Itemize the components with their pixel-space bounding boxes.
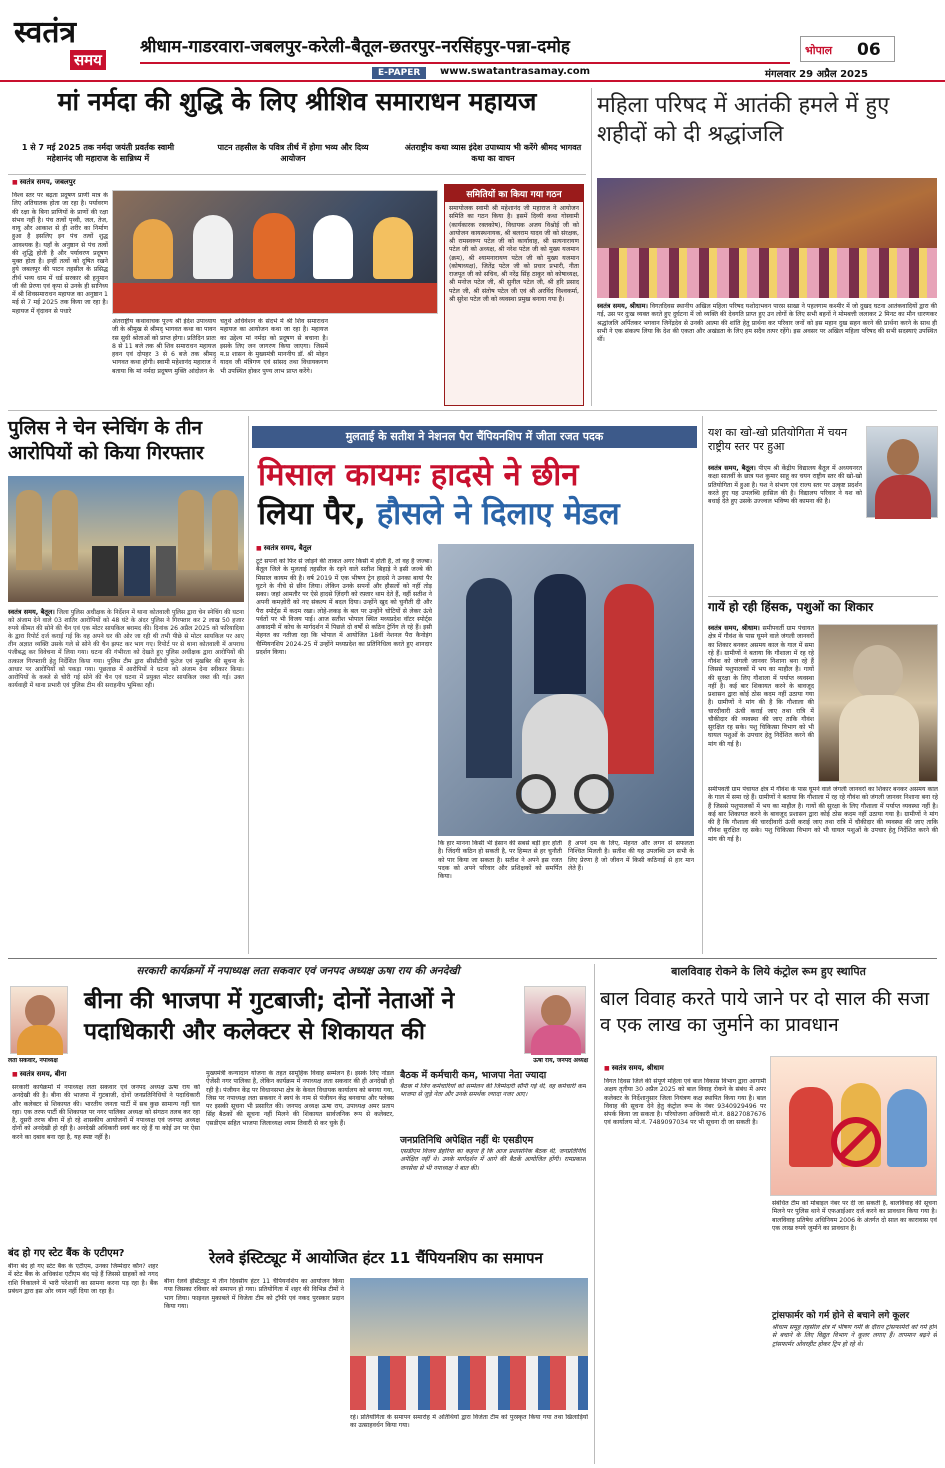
logo (14, 15, 124, 80)
bina-byline: ■ स्वतंत्र समय, बीना (12, 1070, 66, 1079)
cow-story (708, 600, 938, 954)
logo-bottom: समय (70, 50, 106, 70)
narmada-sub2: पाटन तहसील के पवित्र तीर्थ में होगा भव्य और दिव्य आयोजन (217, 143, 369, 164)
lata-caption: लता सकवार, नपाध्यक्ष (8, 1057, 58, 1064)
yash-text: पीएम श्री केंद्रीय विद्यालय बैतूल में अध्ययनरत कक्षा सातवीं के छात्र यश कुमार साहू का चयन राष्ट्रीय स्तर की खो-खो प्रतियोगिता में हुआ है। यश ने संभाग एवं राज्य स्तर पर उत्कृष्ट प्रदर्शन करते हुए यह उपलब्धि हासिल की है। विद्यालय परिवार ने यश को बधाई देते हुए उसके उज्ज्वल भविष्य की कामना की है। (708, 465, 862, 505)
narmada-col3: चतुर्थ अधिवेशन के संदर्भ में श्री शिव समाराधन महायज का आयोजन कथा जा रहा है। महायज का उद्देश्य मां नर्मदा को प्रदूषण से बचाना है। इसके लिए जन जागरण किया जाएगा। जिसमें म.प्र शासन के मुख्यमंत्री माननीय डॉ. श्री मोहन यादव जी मंत्रिगण एवं सांसद तथा विधायकगण भी उपस्थित होकर पुण्य लाभ प्राप्त करेंगे। (220, 318, 328, 375)
mahila-story (597, 92, 937, 408)
issue-date: मंगलवार 29 अप्रैल 2025 (765, 69, 868, 80)
satish-headline (258, 456, 693, 534)
police-text: जिला पुलिस अधीक्षक के निर्देशन में थाना कोतवाली पुलिस द्वारा चेन स्नेचिंग की घटना को अंजाम देने वाले 03 शातिर आरोपियों को 48 घंटे के अंदर पुलिस ने गिरफ्तार कर 2 लाख 50 हजार रुपये कीमत की सोने की चैन एवं एक मोटर सायकिल बरामद की। दिनांक 26 अप्रैल 2025 को फरियादिया के द्वारा रिपोर्ट दर्ज कराई गई कि वह अपने घर की ओर जा रही थी तभी पीछे से मोटर सायकिल पर आए तीन अज्ञात व्यक्ति उसके गले से सोने की चैन झपट कर भाग गए। रिपोर्ट पर से थाना कोतवाली में अपराध पंजीबद्ध कर विवेचना में लिया गया। घटना की गंभीरता को देखते हुए पुलिस अधीक्षक द्वारा आरोपियों की तत्काल गिरफ्तारी हेतु निर्देशित किया गया। पुलिस टीम द्वारा सीसीटीवी फुटेज एवं मुखबिर की सूचना के आधार पर आरोपियों को पकड़ा गया। पूछताछ में आरोपियों ने घटना को अंजाम देना स्वीकार किया। आरोपियों के कब्जे से चोरी गई सोने की चैन एवं घटना में प्रयुक्त मोटर सायकिल जब्त की गई। उक्त कार्यवाही में थाना प्रभारी एवं पुलिस टीम की सराहनीय भूमिका रही। (8, 609, 244, 689)
meeting-box-text: बैठक में जिन कर्मचारियों को सम्मेलन की जिम्मेदारी सौंपी गई थी, वह कर्मचारी कम भाजपा से जुड़े नेता और उनके समर्थक ज्यादा नजर आए। (400, 1083, 586, 1099)
mahila-text: विगतदिवस स्थानीय अखिल महिला परिषद यशोदाभवन पारस साखा ने पहलगाम कश्मीर में जो दुखद घटना आतंकवादियों द्वारा की गई, उस पर दुःख व्यक्त करते हुए दुर्घटना में जो व्यक्ति की देवगति प्राप्त हुए उन लोगों के लिए सभी बहनों ने मोमबत्ती जलाकर 2 मिनट का मौन धारणकर श्रद्धांजलि अर्पितकर भगवान जिनेंद्रदेव से उनकी आत्मा की शांति हेतु प्रार्थना कर परिवार जनों को इस महान दुख सहन करने की प्रार्थना करने के साथ ही सभी ने एक संकल्प लिया कि देश की एकता और अखंडता के लिए हम सदैव तत्पर रहेंगे। इस अवसर पर अखिल महिला परिषद की सभी सदस्याएं उपस्थित थीं। (597, 303, 937, 343)
edition-label: भोपाल (805, 44, 833, 57)
sdm-text: एसडीएम विजय डेहरिया का कहना है कि आज प्रशासनिक बैठक थी, जनप्रतिनिधि अपेक्षित नहीं थे। उनके मार्गदर्शन में आगे की बैठकें आयोजित होंगी। रामप्रकाश जनसेवा से भी नपाध्यक्ष ने बात की। (400, 1148, 586, 1172)
cow-text-cont: समीपवर्ती ग्राम पंचायत क्षेत्र में गौवंश के पास घूमने वाले जंगली जानवरों का शिकार बनकर असमय काल के गाल में समा रहे हैं। ग्रामीणों ने बताया कि गौशाला में रह रहे गौवंश को जंगली जानवर निशाना बना रहे हैं जिससे पशुपालकों में भय का माहौल है। गायों की सुरक्षा के लिए गौशाला में पर्याप्त व्यवस्था नहीं है। कई बार शिकायत करने के बावजूद प्रशासन द्वारा कोई ठोस कदम नहीं उठाया गया है। ग्रामीणों ने मांग की है कि गौशाला की चारदीवारी ऊंची कराई जाए तथा रात्रि में चौकीदार की व्यवस्था की जाए ताकि गौवंश सुरक्षित रह सके। पशु चिकित्सा विभाग को भी घायल पशुओं के उपचार हेतु निर्देशित करने की मांग की गई है। (708, 786, 938, 843)
satish-headline-black: लिया पैर, (258, 495, 366, 532)
meeting-box (400, 1068, 586, 1246)
satish-text: टूटे सपनों को फिर से जोड़ने की ताकत अगर किसी में होती है, तो वह है जज्बा। बैतूल जिले के मुलताई तहसील के रहने वाले सतीश बिहाड़े ने इसी जज्बे की मिसाल कायम की है। वर्ष 2019 में एक भीषण ट्रेन हादसे ने उनका बायां पैर घुटने के नीचे से छीन लिया। लेकिन उनके सपनों और हौसलों को नहीं तोड़ सका। जहां आमतौर पर ऐसे हादसे ज़िंदगी को रफ़्तार थाम देते हैं, वहीं सतीश ने अपनी कमज़ोरी को नए संकल्प में बदल दिया। उन्होंने खुद को चुनौती दी और पैरा स्पोर्ट्स में कदम रखा। लोहे-लकड़ के बल पर उन्होंने चोटियों से लेकर ऊंचे पर्वतों पर भी विजय पाई। आज सतीश भोपाल स्थित मध्यप्रदेश वॉटर स्पोर्ट्स अकादमी में कोच के मार्गदर्शन में पिछले दो वर्षों से कठिन ट्रेनिंग ले रहे हैं। इसी मेहनत का नतीजा रहा कि भोपाल में आयोजित 18वीं नेशनल पैरा कैनोइंग चैम्पियनशिप 2024-25 में उन्होंने मध्यप्रदेश का प्रतिनिधित्व करते हुए शानदार प्रदर्शन किया। (256, 558, 432, 656)
mahila-photo (597, 178, 937, 298)
usha-caption: ऊषा राय, जनपद अध्यक्ष (533, 1057, 588, 1064)
satish-headline-red: मिसाल कायमः हादसे ने छीन (258, 457, 579, 493)
page-number: 06 (857, 40, 881, 60)
satish-caption: कि हार मानना किसी भी इंसान की सबसे बड़ी हार होती है। जिंदगी कठिन हो सकती है, पर हिम्मत से हर चुनौती को पार किया जा सकता है। सतीश ने अपने इस रजत पदक को अपने परिवार और प्रशिक्षकों को समर्पित किया। (438, 840, 562, 880)
satish-banner: मुलताई के सतीश ने नेशनल पैरा चैंपियनशिप में जीता रजत पदक (252, 426, 697, 448)
police-photo (8, 476, 244, 602)
lata-photo (10, 986, 68, 1054)
yash-headline: यश का खो-खो प्रतियोगिता में चयन राष्ट्रीय स्तर पर हुआ (708, 426, 848, 454)
cm-text2: संबंधित टीम को मोबाइल नंबर पर दी जा सकती है, बालविवाह की सूचना मिलने पर पुलिस थाने में एफआईआर दर्ज करने का प्रावधान किया गया है। बालविवाह प्रतिषेध अधिनियम 2006 के अंतर्गत दो साल का कारावास एवं एक लाख रुपये जुर्माने का प्रावधान है। (772, 1200, 937, 1232)
bina-text2: मुख्यमंत्री कन्यादान योजना के तहत सामूहिक विवाह सम्मेलन है। इसके लिए नोडल ऐजेंसी नगर पालिका है, लेकिन कार्यक्रम में नपाध्यक्ष लता सकवार की ही अनदेखी हो रही है। पंजीयन केंद्र पर विधानसभा क्षेत्र के केवल विधायक कार्यालय को बनाया गया, जिस पर नपाध्यक्ष लता सकवार ने स्वयं के नाम से पंजीयन केंद्र बनवाया और फ्लेक्स पर इसकी सूचना भी प्रसारित की। जनपद अध्यक्ष ऊषा राय, उपाध्यक्ष अमर प्रताप सिंह बैठकों की सूचना नहीं मिलने की शिकायत सार्वजनिक रूप से कलेक्टर, एसडीएम सहित भाजपा जिलाध्यक्ष श्याम तिवारी से कर चुके हैं। (206, 1070, 394, 1127)
yash-photo (866, 426, 938, 518)
satish-story (252, 426, 697, 954)
atm-headline: बंद हो गए स्टेट बैंक के एटीएम? (8, 1248, 125, 1259)
cow-byline: स्वतंत्र समय, श्रीधाम। (708, 624, 760, 632)
mahila-headline: महिला परिषद में आतंकी हमले में हुए शहीदों को दी श्रद्धांजलि (597, 93, 890, 147)
sdm-subhead: जनप्रतिनिधि अपेक्षित नहीं थेः एसडीएम (400, 1135, 534, 1146)
satish-byline: ■ स्वतंत्र समय, बैतूल (256, 544, 311, 553)
committee-box (444, 184, 584, 406)
hunter-photo (350, 1278, 588, 1410)
hunter-headline: रेलवे इंस्टिट्यूट में आयोजित हंटर 11 चैंपियनशिप का समापन (209, 1249, 543, 1267)
atm-text: बीना बंद हो गए स्टेट बैंक के एटीएम, उनका जिम्मेदार कौन? शहर में स्टेट बैंक के अधिकांश एटीएम बंद पड़े हैं जिससे ग्राहकों को नगद राशि निकालने में भारी परेशानी का सामना करना पड़ रहा है। बैंक प्रबंधन द्वारा इस ओर ध्यान नहीं दिया जा रहा है। (8, 1263, 158, 1295)
committee-box-title: समितियों का किया गया गठन (445, 185, 583, 202)
cm-text: विगत दिवस जिले की संपूर्ण महिला एवं बाल विकास विभाग द्वारा आगामी अक्षय तृतीया 30 अप्रैल 2025 को बाल विवाह रोकने के संबंध में अपर कलेक्टर के निर्देशानुसार जिला नियंत्रण कक्ष स्थापित किया गया है। बाल विवाह की सूचना देने हेतु कंट्रोल रूम के नंबर 9340929496 पर संपर्क किया जा सकता है। परियोजना अधिकारी मो.नं. 8827087676 एवं कार्यालय मो.नं. 7489097034 पर भी सूचना दी जा सकती है। (604, 1078, 766, 1127)
committee-box-text: समायोजक स्वामी श्री महेशानंद जी महाराज ने आयोजन समिति का गठन किया है। इसमें दिव्यी कथा गोस्वामी (कार्यकारक रक्तकोष), विधायक अजय विश्नोई जी को आयोजन कायस्थनायक, श्री बलराम यादव जी को संरक्षक, श्री रामस्वरूप पटेल जी को कार्यावाह, श्री सत्यनारायण पटेल जी को अध्यक्ष, श्री नरेश पटेल जी को मुख्य यजमान (क्रम), श्री श्यामनारायण पटेल जी को मुख्य यजमान (कोषाध्यक्ष), जितेंद्र पटेल जी को प्रचार प्रभारी, नीता राजपूत जी को सचिव, श्री नरेंद्र सिंह ठाकुर को कोषाध्यक्ष, श्री मनोज पटेल जी, श्री सुनील पटेल जी, श्री हरि प्रसाद पटेल जी, श्री संतोष पटेल जी एवं श्री अरविंद विश्वकर्मा, श्री सुरेश पटेल जी को व्यवस्था प्रमुख बनाया गया है। (449, 205, 579, 303)
cm-byline: ■ स्वतंत्र समय, श्रीधाम (604, 1064, 664, 1073)
hunter-story (164, 1250, 588, 1462)
satish-headline-blue: हौसले ने दिलाए मेडल (376, 495, 620, 532)
narmada-sub1: 1 से 7 मई 2025 तक नर्मदा जयंती प्रवर्तक स्वामी महेशानंद जी महाराज के सान्निध्य में (21, 143, 175, 164)
epaper-badge: E-PAPER (372, 67, 426, 79)
cities-line: श्रीधाम-गाडरवारा-जबलपुर-करेली-बैतूल-छतरपुर-नरसिंहपुर-पन्ना-दमोह (140, 37, 570, 57)
logo-top: स्वतंत्र (14, 15, 77, 50)
narmada-headline: मां नर्मदा की शुद्धि के लिए श्रीशिव समाराधन महायज (57, 87, 537, 116)
satish-caption2: है अपने दम के लिए, मेहनत और लगन से सफलता निश्चित मिलती है। सतीश की यह उपलब्धि उन सभी के लिए प्रेरणा है जो जीवन में किसी कठिनाई से हार मान लेते हैं। (568, 840, 694, 872)
bina-headline: बीना की भाजपा में गुटबाजी; दोनों नेताओं ने पदाधिकारी और कलेक्टर से शिकायत की (84, 988, 455, 1046)
website-link[interactable]: www.swatantrasamay.com (440, 66, 591, 77)
police-byline: स्वतंत्र समय, बैतूल। (8, 608, 55, 616)
cm-headline: बाल विवाह करते पाये जाने पर दो साल की सजा व एक लाख का जुर्माने का प्रावधान (600, 988, 930, 1036)
cow-headline: गायें हो रही हिंसक, पशुओं का शिकार (708, 600, 874, 614)
edition-box (800, 36, 895, 62)
narmada-col2: अंतराष्ट्रीय कथावाचक पूज्य श्री इंदेश उपाध्याय जी के श्रीमुख से श्रीमद् भागवत कथा का पावन रस सुधी श्रोताओं को प्राप्त होगा। प्रतिदिन प्रातः 8 से 11 बजे तक श्री शिव समाराधन महायज हवन एवं दोपहर 3 से 6 बजे तक श्रीमद् भागवत कथा होगी। स्वामी महेशानंद महाराज ने बताया कि मां नर्मदा प्रदूषण मुक्ति आंदोलन के (112, 318, 216, 375)
cm-photo (770, 1056, 937, 1196)
yash-byline: स्वतंत्र समय, बैतूल। (708, 464, 756, 472)
usha-photo (524, 986, 586, 1054)
cow-text: समीपवर्ती ग्राम पंचायत क्षेत्र में गौवंश के पास घूमने वाले जंगली जानवरों का शिकार बनकर असमय काल के गाल में समा रहे हैं। ग्रामीणों ने बताया कि गौशाला में रह रहे गौवंश को जंगली जानवर निशाना बना रहे हैं जिससे पशुपालकों में भय का माहौल है। गायों की सुरक्षा के लिए गौशाला में पर्याप्त व्यवस्था नहीं है। कई बार शिकायत करने के बावजूद प्रशासन द्वारा कोई ठोस कदम नहीं उठाया गया है। ग्रामीणों ने मांग की है कि गौशाला की चारदीवारी ऊंची कराई जाए तथा रात्रि में चौकीदार की व्यवस्था की जाए ताकि गौवंश सुरक्षित रह सके। पशु चिकित्सा विभाग को भी घायल पशुओं के उपचार हेतु निर्देशित करने की मांग की गई है। (708, 625, 814, 748)
narmada-col1: विश्व स्तर पर बढ़ता प्रदूषण प्राणी मात्र के लिए अतिघातक होता जा रहा है। पर्यावरण की रक्षा के बिना प्राणियों के प्राणों की रक्षा संभव नहीं है। पंच तत्वों पृथ्वी, जल, तेज, वायु और आकाश से ही शरीर का निर्माण हुआ है इसलिए इन पंच तत्वों शुद्ध आवश्यक है। यहाँ के अनुष्ठान से पंच तत्वों की शुद्धि होती है और पर्यावरण प्रदूषण मुक्त होता है। इन्हीं तत्वों को दूषित रखने हुये जबलपुर की पाटन तहसील के प्रसिद्ध तीर्थ भव्य धाम में धर्ड सरकार श्री हनुमान जी की प्रेरणा एवं कृपा से उनके ही सानिध्य में श्री शिवसमाराधन महायज का अनुष्ठान 1 मई से 7 मई 2025 तक किया जा रहा है। महायज में वृंदावन से पधारे (12, 192, 108, 315)
narmada-sub3: अंतराष्ट्रीय कथा व्यास इंदेश उपाध्याय भी करेंगे श्रीमद भागवत कथा का वाचन (404, 143, 582, 164)
cm-kicker: बालविवाह रोकने के लिये कंट्रोल रूम हुए स्थापित (671, 965, 866, 978)
narmada-story (8, 88, 586, 408)
meeting-box-title: बैठक में कर्मचारी कम, भाजपा नेता ज्यादा (400, 1070, 547, 1081)
police-headline: पुलिस ने चेन स्नेचिंग के तीन आरोपियों को किया गिरफ्तार (8, 417, 204, 464)
transformer-headline: ट्रांसफार्मर को गर्म होने से बचाने लगे कूलर (772, 1311, 910, 1321)
narmada-byline: ■ स्वतंत्र समय, जबलपुर (12, 178, 76, 187)
yash-story (708, 426, 938, 594)
hunter-caption: रहे। प्रतियोगिता के समापन समारोह में अतिथियों द्वारा विजेता टीम को पुरस्कृत किया गया तथा खिलाड़ियों का उत्साहवर्धन किया गया। (350, 1414, 588, 1430)
atm-story (8, 1248, 158, 1462)
bina-kicker: सरकारी कार्यक्रमों में नपाध्यक्ष लता सकवार एवं जनपद अध्यक्ष ऊषा राय की अनदेखी (136, 965, 460, 977)
child-marriage-story (600, 964, 937, 1464)
police-story (8, 416, 244, 954)
masthead (0, 0, 945, 82)
mahila-byline: स्वतंत्र समय, श्रीधाम। (597, 302, 648, 310)
transformer-box (772, 1308, 937, 1462)
satish-photo (438, 544, 694, 836)
cow-photo (818, 624, 938, 782)
transformer-text: श्रीधाम समूह तहसील क्षेत्र में भीषण गर्मी के दौरान ट्रांसफार्मरों को गर्म होने से बचाने के लिए विद्युत विभाग ने कूलर लगाए हैं। तापमान बढ़ने से ट्रांसफार्मर ओवरहीट होकर ट्रिप हो रहे थे। (772, 1324, 937, 1348)
narmada-photo (112, 190, 438, 314)
hunter-text: बीना रेलवे इंस्टिट्यूट में तीन दिवसीय हंटर 11 चैंपियनशिप का आयोजन किया गया जिसका रविवार को समापन हो गया। प्रतियोगिता में शहर की विभिन्न टीमों ने भाग लिया। फाइनल मुकाबले में विजेता टीम को ट्रॉफी एवं नकद पुरस्कार प्रदान किया गया। (164, 1278, 344, 1310)
bina-text: सरकारी कार्यक्रमों में नपाध्यक्ष लता सकवार एवं जनपद अध्यक्ष ऊषा राय को अनदेखी की है। बीना की भाजपा में गुटबाजी, दोनों जनप्रतिनिधियों ने पदाधिकारी और कलेक्टर से शिकायत की। भारतीय जनता पार्टी में सब कुछ सामान्य नहीं चल रहा। एक तरफ पार्टी की शिकायत पर नगर पालिका अध्यक्ष को संगठन तलब कर रहा है, दूसरी तरफ बीना में हो रहे शासकीय आयोजनों में नपाध्यक्ष एवं जनपद अध्यक्ष दोनों को अनदेखी हो रही है। अनदेखी अधिकारी स्वयं कर रहे हैं या कोई उन पर ऐसा करने का दबाव बना रहा है, यह स्पष्ट नहीं है। (12, 1084, 200, 1141)
